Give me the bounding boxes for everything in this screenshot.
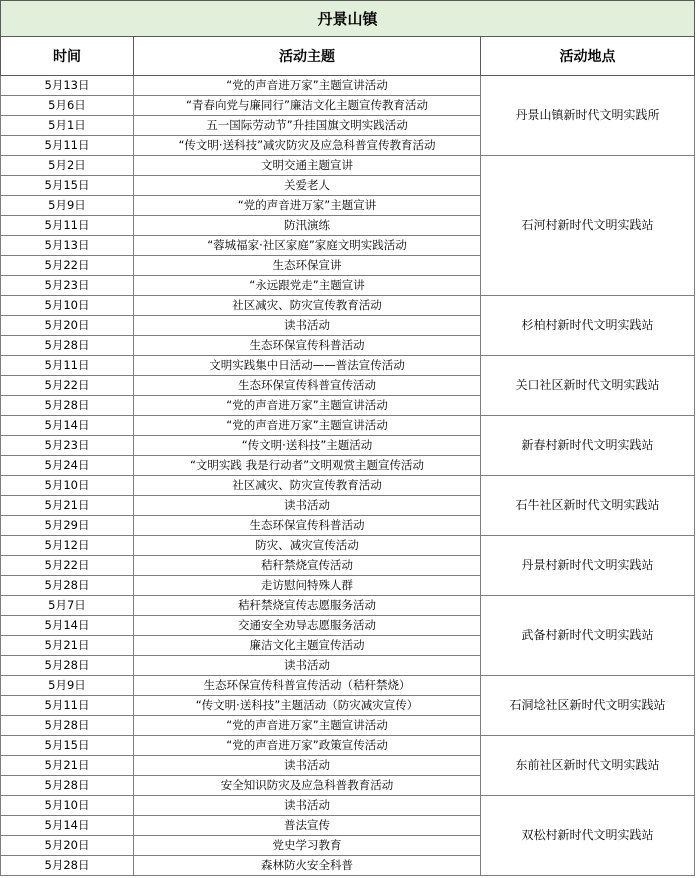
date-cell: 5月28日 <box>1 776 134 796</box>
table-row <box>1 356 695 376</box>
topic-cell: 社区减灾、防灾宣传教育活动 <box>134 476 481 496</box>
date-cell: 5月29日 <box>1 516 134 536</box>
date-cell: 5月9日 <box>1 676 134 696</box>
table-row <box>1 736 695 756</box>
topic-cell: 社区减灾、防灾宣传教育活动 <box>134 296 481 316</box>
location-cell: 武备村新时代文明实践站 <box>481 596 695 676</box>
topic-cell: 秸秆禁烧宣传活动 <box>134 556 481 576</box>
topic-cell: 防灾、减灾宣传活动 <box>134 536 481 556</box>
location-cell: 石洞埝社区新时代文明实践站 <box>481 676 695 736</box>
topic-cell: 文明交通主题宣讲 <box>134 156 481 176</box>
topic-cell: 生态环保宣传科普活动 <box>134 516 481 536</box>
date-cell: 5月22日 <box>1 256 134 276</box>
location-cell: 双松村新时代文明实践站 <box>481 796 695 876</box>
date-cell: 5月28日 <box>1 336 134 356</box>
topic-cell: 走访慰问特殊人群 <box>134 576 481 596</box>
date-cell: 5月13日 <box>1 236 134 256</box>
topic-cell: “传文明·送科技”主题活动（防灾减灾宣传） <box>134 696 481 716</box>
date-cell: 5月22日 <box>1 556 134 576</box>
topic-cell: 读书活动 <box>134 316 481 336</box>
topic-cell: “蓉城福家·社区家庭”家庭文明实践活动 <box>134 236 481 256</box>
topic-cell: 五一国际劳动节”升挂国旗文明实践活动 <box>134 116 481 136</box>
table-row <box>1 416 695 436</box>
date-cell: 5月11日 <box>1 356 134 376</box>
date-cell: 5月21日 <box>1 636 134 656</box>
location-cell: 新春村新时代文明实践站 <box>481 416 695 476</box>
topic-cell: 读书活动 <box>134 756 481 776</box>
topic-cell: “党的声音进万家”主题宣讲活动 <box>134 76 481 96</box>
topic-cell: “党的声音进万家”政策宣传活动 <box>134 736 481 756</box>
topic-cell: 读书活动 <box>134 656 481 676</box>
date-cell: 5月15日 <box>1 176 134 196</box>
topic-cell: 生态环保宣传科普宣传活动（秸秆禁烧） <box>134 676 481 696</box>
header-time: 时间 <box>1 37 134 76</box>
topic-cell: “传文明·送科技”主题活动 <box>134 436 481 456</box>
table-row <box>1 76 695 96</box>
date-cell: 5月10日 <box>1 796 134 816</box>
topic-cell: 防汛演练 <box>134 216 481 236</box>
date-cell: 5月7日 <box>1 596 134 616</box>
date-cell: 5月15日 <box>1 736 134 756</box>
location-cell: 石河村新时代文明实践站 <box>481 156 695 296</box>
date-cell: 5月12日 <box>1 536 134 556</box>
date-cell: 5月14日 <box>1 416 134 436</box>
date-cell: 5月10日 <box>1 476 134 496</box>
topic-cell: 生态环保宣讲 <box>134 256 481 276</box>
table-row <box>1 156 695 176</box>
date-cell: 5月14日 <box>1 616 134 636</box>
location-cell: 石牛社区新时代文明实践站 <box>481 476 695 536</box>
location-cell: 关口社区新时代文明实践站 <box>481 356 695 416</box>
date-cell: 5月28日 <box>1 396 134 416</box>
location-cell: 丹景山镇新时代文明实践所 <box>481 76 695 156</box>
topic-cell: 生态环保宣传科普活动 <box>134 336 481 356</box>
date-cell: 5月23日 <box>1 276 134 296</box>
table-row <box>1 476 695 496</box>
topic-cell: 森林防火安全科普 <box>134 856 481 876</box>
date-cell: 5月21日 <box>1 756 134 776</box>
topic-cell: 读书活动 <box>134 796 481 816</box>
date-cell: 5月28日 <box>1 656 134 676</box>
title-row <box>1 1 695 37</box>
topic-cell: “党的声音进万家”主题宣讲活动 <box>134 716 481 736</box>
topic-cell: 廉洁文化主题宣传活动 <box>134 636 481 656</box>
date-cell: 5月11日 <box>1 136 134 156</box>
table-body <box>1 76 695 876</box>
topic-cell: “党的声音进万家”主题宣讲活动 <box>134 416 481 436</box>
header-row <box>1 37 695 76</box>
topic-cell: 关爱老人 <box>134 176 481 196</box>
date-cell: 5月10日 <box>1 296 134 316</box>
date-cell: 5月20日 <box>1 316 134 336</box>
topic-cell: “永远跟党走”主题宣讲 <box>134 276 481 296</box>
table-row <box>1 676 695 696</box>
topic-cell: 交通安全劝导志愿服务活动 <box>134 616 481 636</box>
table-row <box>1 596 695 616</box>
topic-cell: “文明实践 我是行动者”文明观赏主题宣传活动 <box>134 456 481 476</box>
topic-cell: 读书活动 <box>134 496 481 516</box>
location-cell: 杉柏村新时代文明实践站 <box>481 296 695 356</box>
date-cell: 5月28日 <box>1 716 134 736</box>
topic-cell: “党的声音进万家”主题宣讲活动 <box>134 396 481 416</box>
topic-cell: “党的声音进万家”主题宣讲 <box>134 196 481 216</box>
table-row <box>1 296 695 316</box>
date-cell: 5月11日 <box>1 696 134 716</box>
topic-cell: 文明实践集中日活动——普法宣传活动 <box>134 356 481 376</box>
location-cell: 丹景村新时代文明实践站 <box>481 536 695 596</box>
date-cell: 5月1日 <box>1 116 134 136</box>
date-cell: 5月11日 <box>1 216 134 236</box>
date-cell: 5月21日 <box>1 496 134 516</box>
topic-cell: 生态环保宣传科普宣传活动 <box>134 376 481 396</box>
date-cell: 5月28日 <box>1 856 134 876</box>
topic-cell: 普法宣传 <box>134 816 481 836</box>
topic-cell: “青春向党与廉同行”廉洁文化主题宣传教育活动 <box>134 96 481 116</box>
table-title: 丹景山镇 <box>1 1 695 37</box>
date-cell: 5月9日 <box>1 196 134 216</box>
topic-cell: 党史学习教育 <box>134 836 481 856</box>
date-cell: 5月6日 <box>1 96 134 116</box>
date-cell: 5月24日 <box>1 456 134 476</box>
location-cell: 东前社区新时代文明实践站 <box>481 736 695 796</box>
date-cell: 5月13日 <box>1 76 134 96</box>
table-row <box>1 796 695 816</box>
table-row <box>1 536 695 556</box>
date-cell: 5月20日 <box>1 836 134 856</box>
date-cell: 5月28日 <box>1 576 134 596</box>
topic-cell: “传文明·送科技”减灾防灾及应急科普宣传教育活动 <box>134 136 481 156</box>
date-cell: 5月23日 <box>1 436 134 456</box>
date-cell: 5月2日 <box>1 156 134 176</box>
date-cell: 5月22日 <box>1 376 134 396</box>
header-location: 活动地点 <box>481 37 695 76</box>
header-topic: 活动主题 <box>134 37 481 76</box>
date-cell: 5月14日 <box>1 816 134 836</box>
topic-cell: 秸秆禁烧宣传志愿服务活动 <box>134 596 481 616</box>
topic-cell: 安全知识防灾及应急科普教育活动 <box>134 776 481 796</box>
